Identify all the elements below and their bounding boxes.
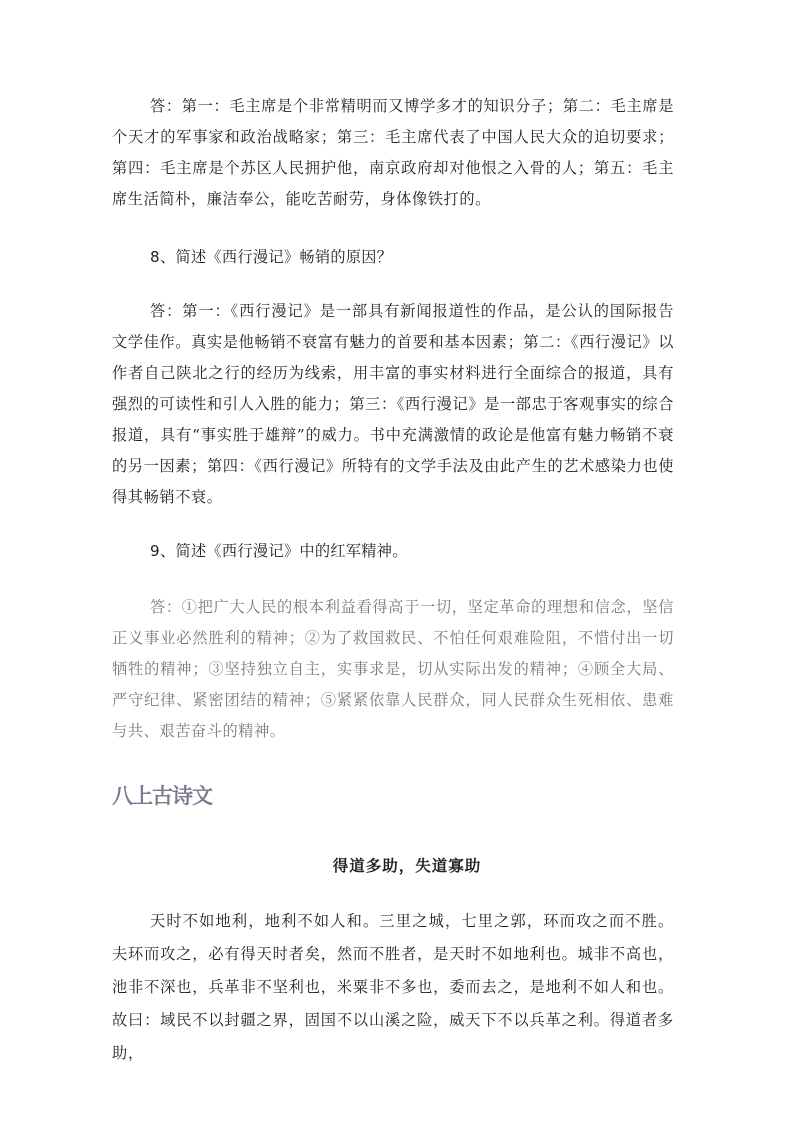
question-8-heading xyxy=(150,243,392,271)
poem-body: 天时不如地利，地利不如人和。三里之城，七里之郭，环而攻之而不胜。夫环而攻之，必有得天时者矣，然而不胜者，是天时不如地利也。城非不高也，池非不深也，兵革非不坚利也，米粟非不多也，委而去之，是地利不如人和也。故曰：域民不以封疆之界，固国不以山溪之险，威天下不以兵革之利。得道者多助， xyxy=(112,912,674,1062)
poem-title: 得道多助，失道寡助 xyxy=(332,856,482,875)
question-8-text: 简述《西行漫记》畅销的原因？ xyxy=(175,248,393,266)
question-9-heading xyxy=(150,537,408,565)
answer-9-paragraph: 答：①把广大人民的根本利益看得高于一切，坚定革命的理想和信念，坚信正义事业必然胜利的精神；②为了救国救民、不怕任何艰难险阻，不惜付出一切牺牲的精神；③坚持独立自主，实事求是，切从实际出发的精神；④顾全大局、严守纪律、紧密团结的精神；⑤紧紧依靠人民群众，同人民群众生死相依、患难与共、艰苦奋斗的精神。 xyxy=(112,598,674,740)
section-title: 八上古诗文 xyxy=(112,784,212,808)
question-9-text: 简述《西行漫记》中的红军精神。 xyxy=(175,542,408,560)
answer-8-paragraph: 答：第一：《西行漫记》是一部具有新闻报道性的作品，是公认的国际报告文学佳作。真实是他畅销不衰富有魅力的首要和基本因素；第二：《西行漫记》以作者自己陕北之行的经历为线索，用丰富的事实材料进行全面综合的报道，具有强烈的可读性和引人入胜的能力；第三：《西行漫记》是一部忠于客观事实的综合报道，具有“事实胜于雄辩”的威力。书中充满激情的政论是他富有魅力畅销不衰的另一因素；第四：《西行漫记》所特有的文学手法及由此产生的艺术感染力也使得其畅销不衰。 xyxy=(112,302,674,506)
question-8-number: 8、 xyxy=(150,248,176,266)
answer-7-paragraph: 答：第一：毛主席是个非常精明而又博学多才的知识分子；第二：毛主席是个天才的军事家和政治战略家；第三：毛主席代表了中国人民大众的迫切要求；第四：毛主席是个苏区人民拥护他，南京政府却对他恨之入骨的人；第五：毛主席生活简朴，廉洁奉公，能吃苦耐劳，身体像铁打的。 xyxy=(112,97,674,208)
question-9-number: 9、 xyxy=(150,542,176,560)
